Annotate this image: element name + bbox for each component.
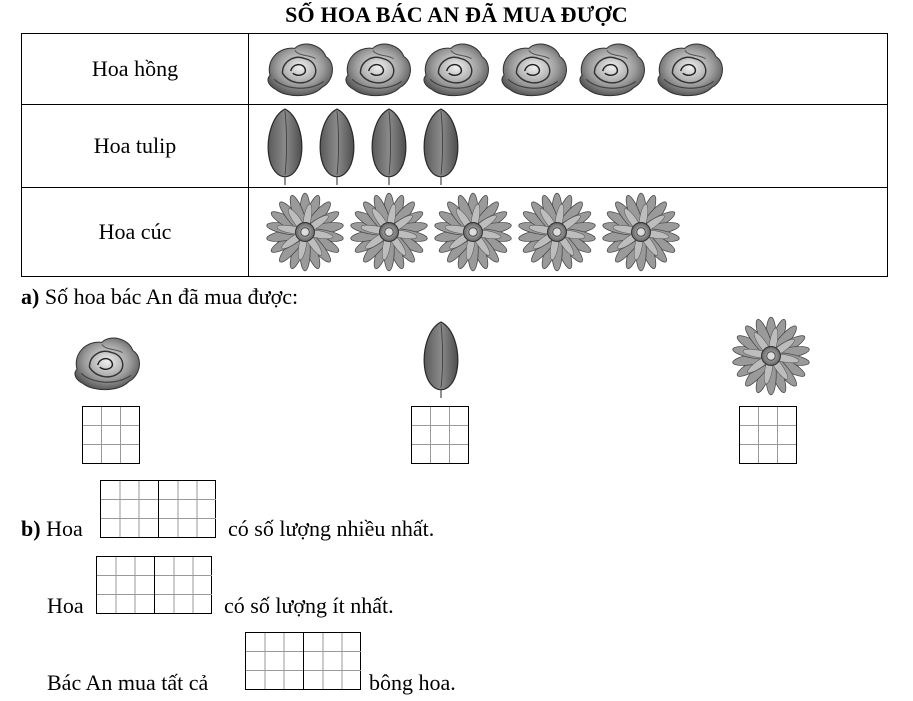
line2-prefix: Hoa [47,593,84,618]
rose-icon [263,38,337,100]
answer-box-most[interactable] [100,480,216,538]
answer-box-least[interactable] [96,556,212,614]
line1-prefix: Hoa [46,516,83,541]
line3-prefix: Bác An mua tất cả [47,670,209,695]
answer-box-daisy[interactable] [739,406,797,464]
icon-cell [249,34,888,105]
line1-suffix: có số lượng nhiều nhất. [228,516,435,541]
question-b-label: b) [21,516,41,541]
question-a-label: a) [21,284,40,309]
answer-box-tulip[interactable] [411,406,469,464]
tulip-icon [419,107,463,185]
tulip-icon [315,107,359,185]
answer-box-rose[interactable] [82,406,140,464]
line3-suffix: bông hoa. [369,670,456,695]
daisy-icon [431,190,515,274]
icon-cell [249,105,888,188]
question-a-text: Số hoa bác An đã mua được: [44,284,299,309]
row-label: Hoa hồng [22,34,249,105]
rose-icon [419,38,493,100]
pictograph-table [21,33,888,277]
question-b-line1 [21,516,83,542]
daisy-icon [347,190,431,274]
table-row-daisy [22,188,888,277]
rose-icon [653,38,727,100]
row-label: Hoa cúc [22,188,249,277]
daisy-icon [515,190,599,274]
table-row-tulip [22,105,888,188]
daisy-icon [263,190,347,274]
question-a [21,284,298,310]
rose-icon [497,38,571,100]
daisy-icon [729,314,813,398]
daisy-icon [599,190,683,274]
page-title: SỐ HOA BÁC AN ĐÃ MUA ĐƯỢC [285,2,628,27]
tulip-icon [263,107,307,185]
table-row-rose [22,34,888,105]
rose-icon [70,332,144,394]
tulip-icon [419,320,463,398]
rose-icon [341,38,415,100]
answer-box-total[interactable] [245,632,361,690]
row-label: Hoa tulip [22,105,249,188]
icon-cell [249,188,888,277]
line2-suffix: có số lượng ít nhất. [224,593,394,618]
tulip-icon [367,107,411,185]
rose-icon [575,38,649,100]
